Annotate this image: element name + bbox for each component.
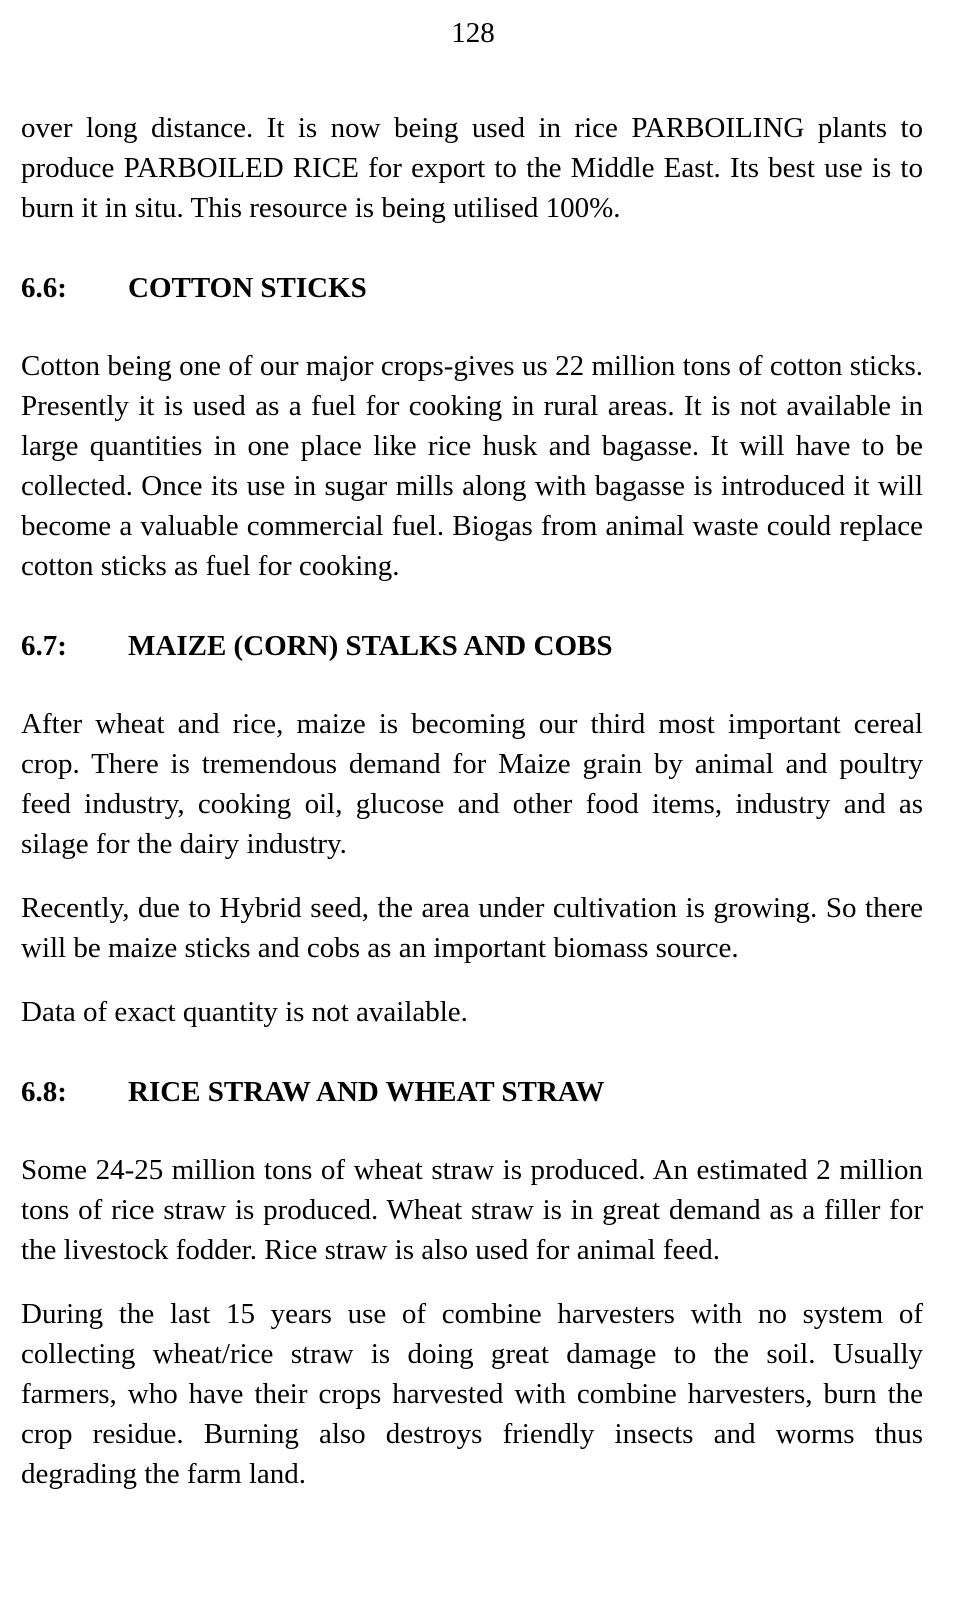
- page-number: 128: [451, 17, 495, 49]
- section-number: 6.7:: [21, 630, 67, 662]
- section-heading: [21, 1072, 923, 1112]
- section-heading: [21, 626, 923, 666]
- section-paragraph: Recently, due to Hybrid seed, the area under cultivation is growing. So there will be maize sticks and cobs as an important biomass source.: [21, 892, 923, 964]
- section-6-7: [21, 626, 923, 1032]
- section-heading: [21, 268, 923, 308]
- intro-paragraph: over long distance. It is now being used in rice PARBOILING plants to produce PARBOILED RICE for export to the Middle East. Its best use is to burn it in situ. This resource is being utilised 100%.: [21, 112, 923, 224]
- section-6-8: [21, 1072, 923, 1494]
- section-paragraph: During the last 15 years use of combine harvesters with no system of collecting wheat/rice straw is doing great damage to the soil. Usually farmers, who have their crops harvested with combine harvesters, burn the crop residue. Burning also destroys friendly insects and worms thus degrading the farm land.: [21, 1298, 923, 1490]
- section-title: RICE STRAW AND WHEAT STRAW: [128, 1076, 605, 1108]
- section-number: 6.6:: [21, 272, 67, 304]
- section-paragraph: Some 24-25 million tons of wheat straw is produced. An estimated 2 million tons of rice straw is produced. Wheat straw is in great demand as a filler for the livestock fodder. Rice straw is also used for animal feed.: [21, 1154, 923, 1266]
- section-paragraph: After wheat and rice, maize is becoming our third most important cereal crop. There is tremendous demand for Maize grain by animal and poultry feed industry, cooking oil, glucose and other food items, industry and as silage for the dairy industry.: [21, 708, 923, 860]
- section-paragraph: Cotton being one of our major crops-gives us 22 million tons of cotton sticks. Presently it is used as a fuel for cooking in rural areas. It is not available in large quantities in one place like rice husk and bagasse. It will have to be collected. Once its use in sugar mills along with bagasse is introduced it will become a valuable commercial fuel. Biogas from animal waste could replace cotton sticks as fuel for cooking.: [21, 350, 923, 582]
- section-6-6: [21, 268, 923, 586]
- section-title: MAIZE (CORN) STALKS AND COBS: [128, 630, 613, 662]
- section-title: COTTON STICKS: [128, 272, 367, 304]
- section-paragraph: Data of exact quantity is not available.: [21, 996, 468, 1028]
- page-content: [21, 108, 923, 1494]
- section-number: 6.8:: [21, 1076, 67, 1108]
